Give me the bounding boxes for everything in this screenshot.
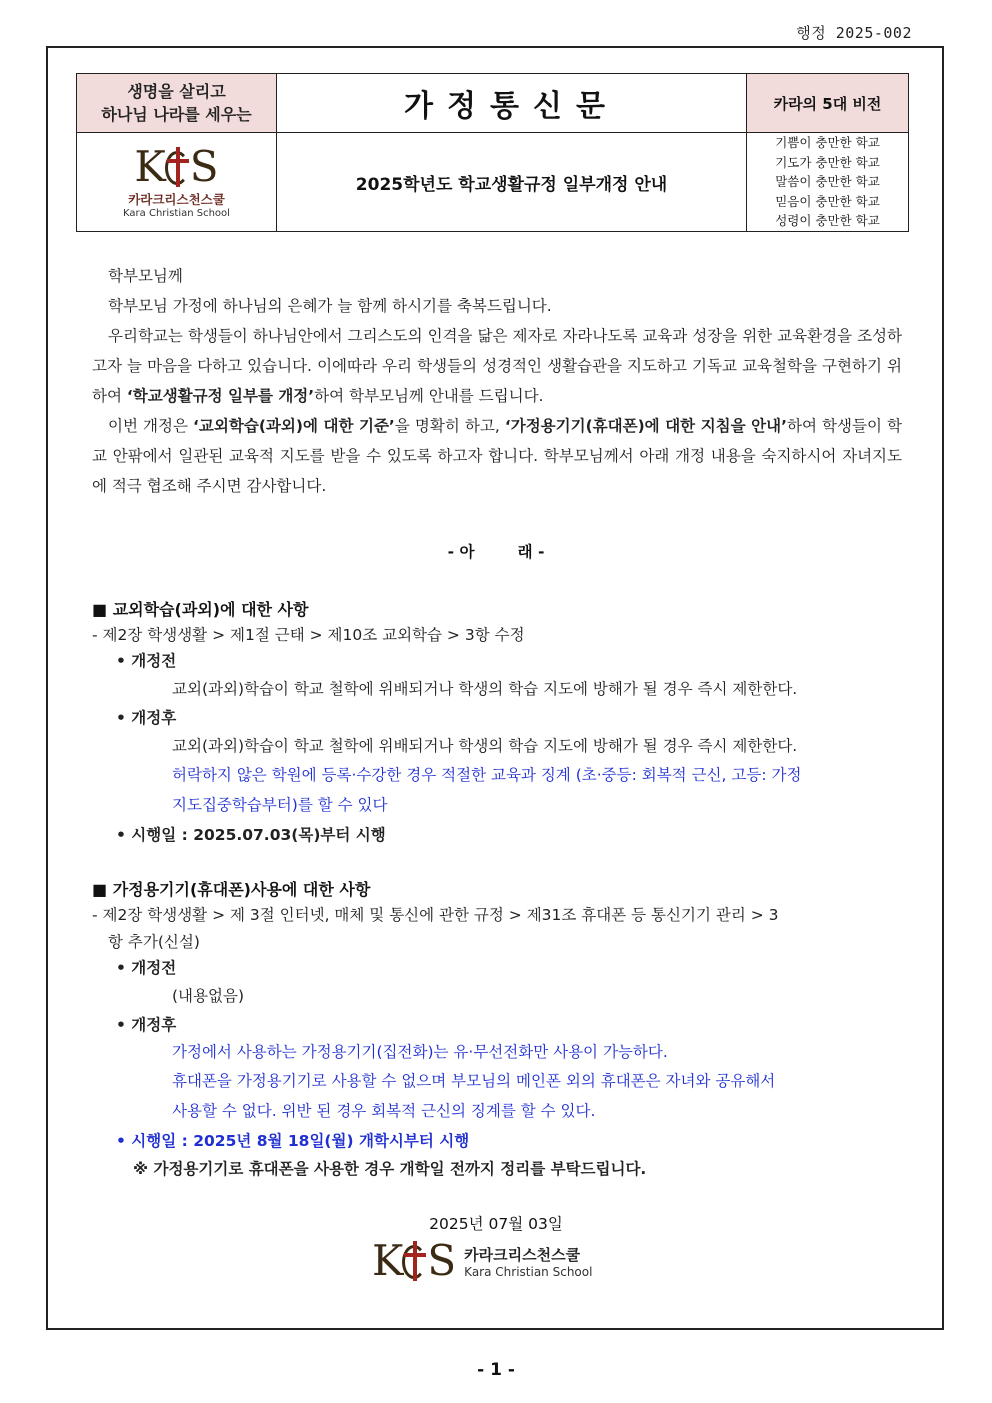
section-2-before-label: • 개정전 (116, 959, 177, 977)
section-1-after-label: • 개정후 (116, 709, 177, 727)
section-2-after-line-3: 사용할 수 없다. 위반 된 경우 회복적 근신의 징계를 할 수 있다. (172, 1102, 596, 1120)
section-2-path-line-1: - 제2장 학생생활 > 제 3절 인터넷, 매체 및 통신에 관한 규정 > 제31조 휴대폰 등 통신기기 관리 > 3 (92, 906, 779, 924)
paragraph-2-mid: 을 명확히 하고, (394, 417, 505, 435)
footer-cross-icon (404, 1241, 426, 1281)
section-2-after-line-2: 휴대폰을 가정용기기로 사용할 수 없으며 부모님의 메인폰 외의 휴대폰은 자녀와 공유해서 (172, 1072, 776, 1090)
school-name-korean: 카라크리스천스쿨 (128, 191, 225, 207)
vision-item: 기쁨이 충만한 학교 (775, 135, 880, 151)
letter-body (92, 261, 902, 501)
vision-title: 카라의 5대 비전 (746, 74, 908, 133)
paragraph-2 (92, 411, 902, 501)
section-2-after-label: • 개정후 (116, 1016, 177, 1034)
section-1-added-line-1: 허락하지 않은 학원에 등록·수강한 경우 적절한 교육과 징계 (초·중등: 회복적 근신, 고등: 가정 (172, 766, 802, 784)
page-number: - 1 - (477, 1360, 515, 1380)
document-number: 행정 2025-002 (796, 24, 912, 42)
school-name-english: Kara Christian School (123, 207, 230, 219)
logo-letter-k: K (134, 141, 166, 191)
section-2-path-line-2: 항 추가(신설) (108, 933, 200, 951)
footer-kcs-logo-mark (372, 1236, 457, 1285)
paragraph-1-tail: 하여 학부모님께 안내를 드립니다. (314, 387, 544, 405)
footer-school-name-english: Kara Christian School (464, 1264, 593, 1279)
vision-list (746, 133, 908, 231)
section-1-path: - 제2장 학생생활 > 제1절 근태 > 제10조 교외학습 > 3항 수정 (92, 626, 525, 644)
motto-line-1: 생명을 살리고 (127, 82, 226, 101)
section-1-after-text: 교외(과외)학습이 학교 철학에 위배되거나 학생의 학습 지도에 방해가 될 경우 즉시 제한한다. (172, 737, 798, 755)
footer-logo-letter-s: S (427, 1236, 457, 1285)
letter-title: 가정통신문 (277, 74, 746, 133)
letter-subtitle: 2025학년도 학교생활규정 일부개정 안내 (355, 174, 668, 195)
blessing: 학부모님 가정에 하나님의 은혜가 늘 함께 하시기를 축복드립니다. (108, 297, 552, 315)
vision-item: 성령이 충만한 학교 (775, 213, 880, 229)
cross-icon (167, 147, 189, 187)
section-1-effective-date: • 시행일 : 2025.07.03(목)부터 시행 (116, 826, 386, 844)
paragraph-2-emphasis-1: ‘교외학습(과외)에 대한 기준’ (193, 417, 395, 435)
footer-logo-letter-k: K (372, 1236, 404, 1285)
paragraph-1-text: 우리학교는 학생들이 하나님안에서 그리스도의 인격을 닮은 제자로 자라나도록 교육과 성장을 위한 교육환경을 조성하고자 늘 마음을 다하고 있습니다. 이에따라 우리 학생들의 성경적인 생활습관을 지도하고 기독교 교육철학을 구현하기 위하여 (92, 327, 902, 405)
section-2-after-line-1: 가정에서 사용하는 가정용기기(집전화)는 유·무선전화만 사용이 가능하다. (172, 1043, 668, 1061)
section-1-before-label: • 개정전 (116, 652, 177, 670)
vision-item: 말씀이 충만한 학교 (775, 174, 880, 190)
letter-header (76, 73, 909, 232)
section-2-effective-date: • 시행일 : 2025년 8월 18일(월) 개학시부터 시행 (116, 1132, 470, 1150)
paragraph-2-tail: 하여 학생들이 학교 안팎에서 일관된 교육적 지도를 받을 수 있도록 하고자 합니다. 학부모님께서 아래 개정 내용을 숙지하시어 자녀지도에 적극 협조해 주시면 감사합니다. (92, 417, 903, 495)
section-2-before-text: (내용없음) (172, 987, 244, 1005)
vision-item: 믿음이 충만한 학교 (775, 193, 880, 209)
paragraph-2-text: 이번 개정은 (108, 417, 194, 435)
paragraph-2-emphasis-2: ‘가정용기기(휴대폰)에 대한 지침을 안내’ (504, 417, 788, 435)
section-1-added-line-2: 지도집중학습부터)를 할 수 있다 (172, 796, 388, 814)
section-1-before-text: 교외(과외)학습이 학교 철학에 위배되거나 학생의 학습 지도에 방해가 될 경우 즉시 제한한다. (172, 680, 798, 698)
section-2-title: ■ 가정용기기(휴대폰)사용에 대한 사항 (92, 880, 371, 899)
issue-date: 2025년 07월 03일 (429, 1215, 563, 1233)
school-motto (77, 74, 277, 133)
kcs-logo-mark (134, 141, 219, 191)
section-1-title: ■ 교외학습(과외)에 대한 사항 (92, 600, 309, 619)
school-logo (77, 133, 277, 231)
paragraph-1 (92, 321, 902, 411)
motto-line-2: 하나님 나라를 세우는 (101, 105, 252, 124)
footer-school-name-korean: 카라크리스천스쿨 (464, 1245, 581, 1264)
vision-item: 기도가 충만한 학교 (775, 154, 880, 170)
section-2-note: ※ 가정용기기로 휴대폰을 사용한 경우 개학일 전까지 정리를 부탁드립니다. (133, 1160, 647, 1178)
footer-school-names (464, 1244, 592, 1279)
footer-logo (372, 1236, 593, 1285)
paragraph-1-emphasis: ‘학교생활규정 일부를 개정’ (126, 387, 315, 405)
logo-letter-s: S (189, 141, 219, 191)
greeting: 학부모님께 (108, 267, 183, 285)
notice-heading: - 아 래 - (447, 543, 545, 561)
